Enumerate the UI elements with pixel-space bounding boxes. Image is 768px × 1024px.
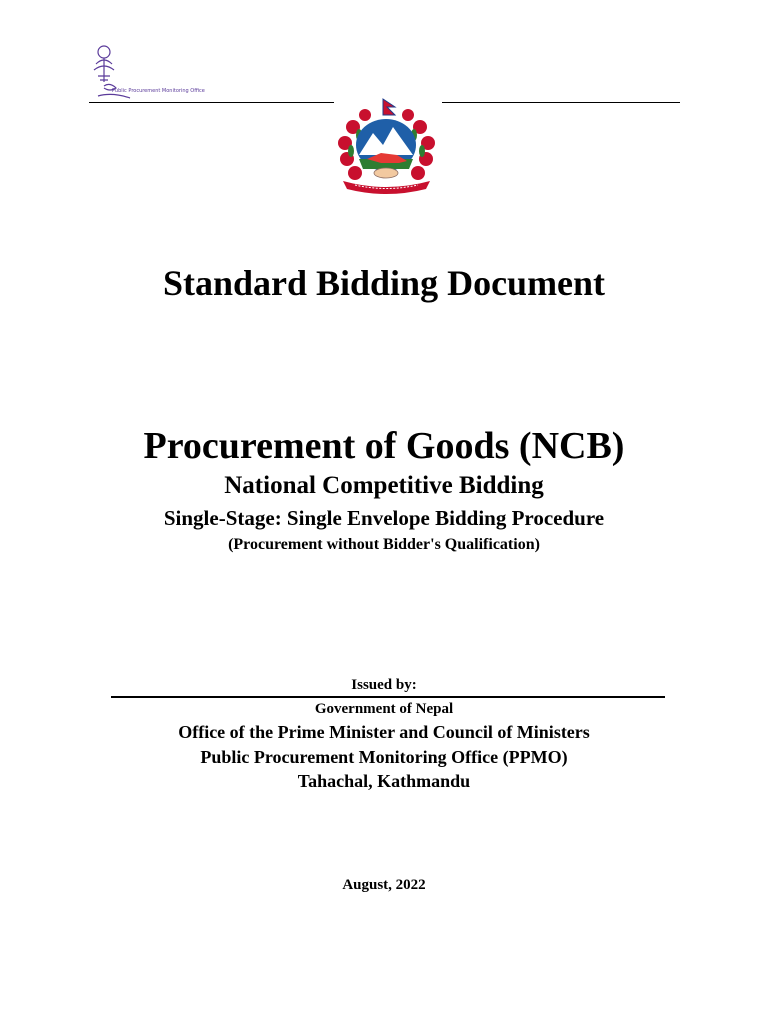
document-title: Standard Bidding Document (162, 263, 606, 303)
procurement-subject: Procurement of Goods (NCB) (143, 425, 625, 467)
issue-date: August, 2022 (342, 877, 426, 893)
ppmo-logo (90, 42, 205, 102)
qualification-note: (Procurement without Bidder's Qualification) (228, 536, 540, 553)
nepal-emblem (333, 97, 440, 195)
issuer-office: Office of the Prime Minister and Council of Ministers (178, 722, 590, 742)
issuer-government: Government of Nepal (314, 701, 454, 717)
issuer-ppmo: Public Procurement Monitoring Office (PPMO) (200, 747, 568, 767)
bidding-method: National Competitive Bidding (224, 472, 544, 499)
bidding-procedure: Single-Stage: Single Envelope Bidding Procedure (163, 506, 605, 530)
header-rule-right (442, 102, 680, 103)
header-rule-left (89, 102, 334, 103)
issuer-address: Tahachal, Kathmandu (297, 771, 471, 791)
issued-by-label: Issued by: (351, 677, 417, 693)
ppmo-logo-text: Public Procurement Monitoring Office (112, 88, 205, 94)
issuer-rule (111, 696, 665, 698)
